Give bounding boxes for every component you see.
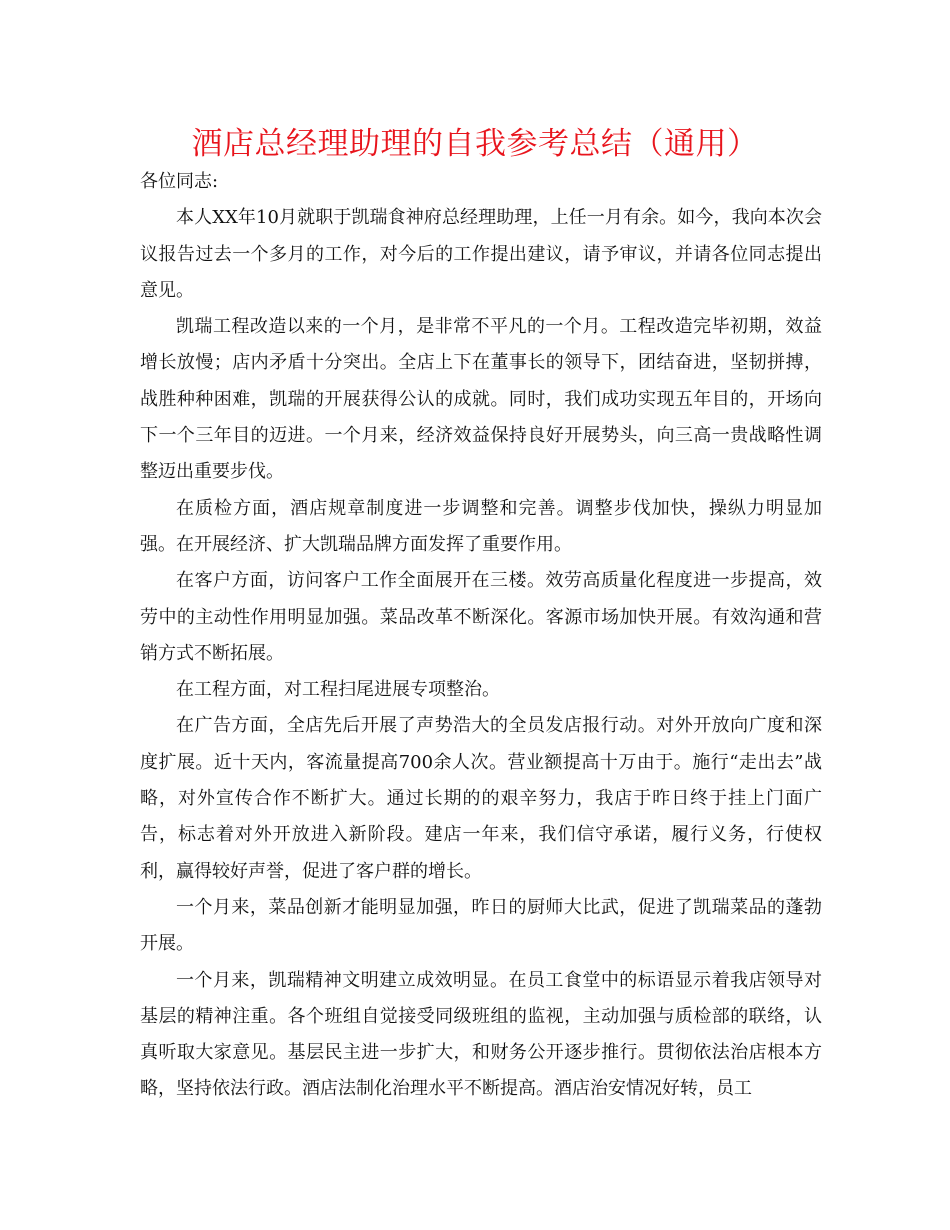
paragraph-2: 凯瑞工程改造以来的一个月，是非常不平凡的一个月。工程改造完毕初期，效益增长放慢；店内矛盾十分突出。全店上下在董事长的领导下，团结奋进，坚韧拼搏，战胜种种困难，凯瑞的开展获得公认的成就。同时，我们成功实现五年目的，开场向下一个三年目的迈进。一个月来，经济效益保持良好开展势头，向三高一贵战略性调整迈出重要步伐。 [140, 316, 822, 483]
paragraph-5: 在工程方面，对工程扫尾进展专项整治。 [176, 679, 500, 701]
document-title: 酒店总经理助理的自我参考总结（通用） [191, 126, 759, 162]
paragraph-3: 在质检方面，酒店规章制度进一步调整和完善。调整步伐加快，操纵力明显加强。在开展经济、扩大凯瑞品牌方面发挥了重要作用。 [140, 497, 822, 555]
greeting: 各位同志: [140, 171, 219, 192]
document-body [140, 164, 822, 1108]
paragraph-6: 在广告方面，全店先后开展了声势浩大的全员发店报行动。对外开放向广度和深度扩展。近十天内，客流量提高700余人次。营业额提高十万由于。施行“走出去”战略，对外宣传合作不断扩大。通过长期的的艰辛努力，我店于昨日终于挂上门面广告，标志着对外开放进入新阶段。建店一年来，我们信守承诺，履行义务，行使权利，赢得较好声誉，促进了客户群的增长。 [140, 715, 822, 882]
paragraph-1: 本人XX年10月就职于凯瑞食神府总经理助理，上任一月有余。如今，我向本次会议报告过去一个多月的工作，对今后的工作提出建议，请予审议，并请各位同志提出意见。 [140, 207, 822, 301]
paragraph-8: 一个月来，凯瑞精神文明建立成效明显。在员工食堂中的标语显示着我店领导对基层的精神注重。各个班组自觉接受同级班组的监视，主动加强与质检部的联络，认真听取大家意见。基层民主进一步扩大，和财务公开逐步推行。贯彻依法治店根本方略，坚持依法行政。酒店法制化治理水平不断提高。酒店治安情况好转，员工 [140, 969, 822, 1100]
paragraph-7: 一个月来，菜品创新才能明显加强，昨日的厨师大比武，促进了凯瑞菜品的蓬勃开展。 [140, 896, 822, 955]
paragraph-4: 在客户方面，访问客户工作全面展开在三楼。效劳高质量化程度进一步提高，效劳中的主动性作用明显加强。菜品改革不断深化。客源市场加快开展。有效沟通和营销方式不断拓展。 [140, 570, 822, 664]
